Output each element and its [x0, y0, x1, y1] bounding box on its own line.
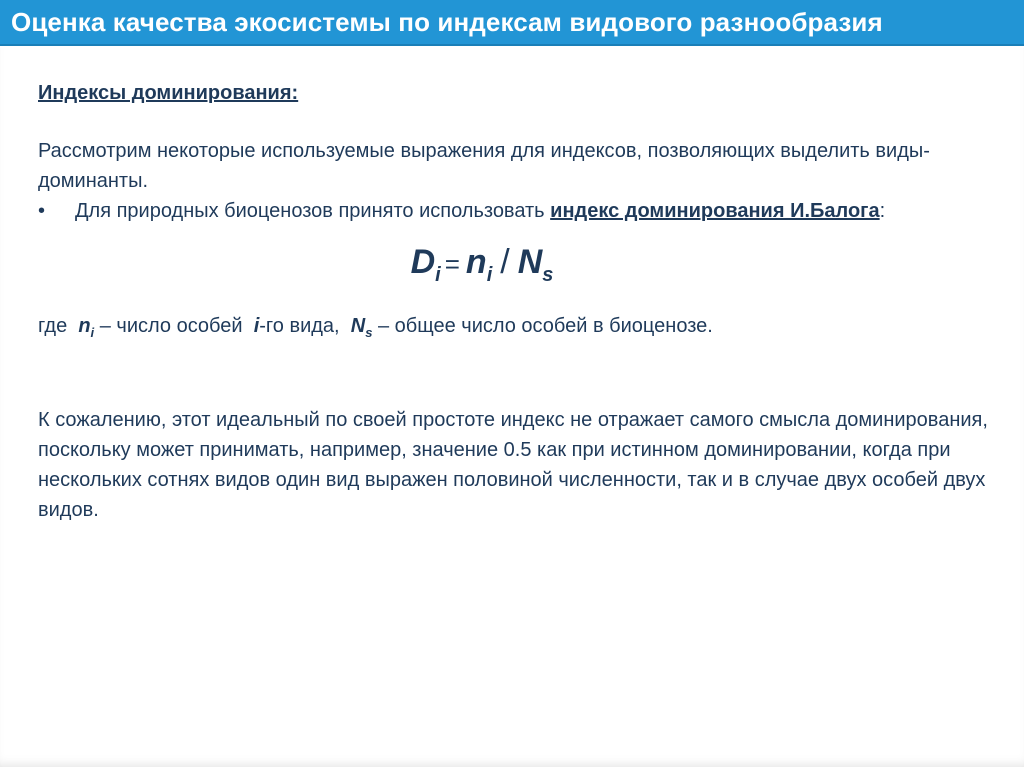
formula-denominator-sub: s	[542, 264, 554, 286]
intro-paragraph: Рассмотрим некоторые используемые выражения для индексов, позволяющих выделить виды-доминанты.	[38, 140, 930, 192]
legend-n-sub: i	[90, 325, 95, 340]
formula-numerator: n	[465, 243, 487, 281]
legend-i-desc: -го вида,	[259, 315, 346, 337]
legend-n-desc: – число особей	[94, 315, 249, 337]
slide-title: Оценка качества экосистемы по индексам видового разнообразия	[11, 6, 883, 37]
formula-lhs: D	[410, 243, 436, 281]
formula-legend	[38, 311, 988, 343]
legend-N-desc: – общее число особей в биоценозе.	[372, 315, 713, 337]
formula-equals: =	[444, 249, 460, 279]
balog-formula	[0, 240, 988, 288]
bullet-text-before: Для природных биоценозов принято использовать	[75, 200, 551, 222]
bullet-item	[38, 196, 988, 226]
slide-content	[38, 78, 988, 525]
legend-N: N	[350, 315, 366, 337]
formula-lhs-sub: i	[435, 264, 441, 286]
legend-N-sub: s	[365, 325, 373, 340]
legend-n: n	[78, 315, 91, 337]
section-heading: Индексы доминирования:	[38, 82, 299, 104]
formula-numerator-sub: i	[486, 264, 493, 286]
legend-prefix: где	[38, 315, 68, 337]
limitation-paragraph: К сожалению, этот идеальный по своей простоте индекс не отражает самого смысла доминирования, поскольку может принимать, например, значение 0.5 как при истинном доминировании, когда при нескольких сотнях видов один вид выражен половиной численности, так и в случае двух особей двух видов.	[38, 409, 988, 521]
formula-slash: /	[500, 243, 510, 281]
bullet-text	[75, 196, 988, 226]
title-bar	[0, 0, 1024, 46]
bullet-icon: •	[38, 200, 46, 222]
legend-i: i	[253, 315, 260, 337]
balog-index-term: индекс доминирования И.Балога	[550, 200, 880, 222]
bullet-text-after: :	[879, 200, 886, 222]
formula-denominator: N	[517, 243, 543, 281]
